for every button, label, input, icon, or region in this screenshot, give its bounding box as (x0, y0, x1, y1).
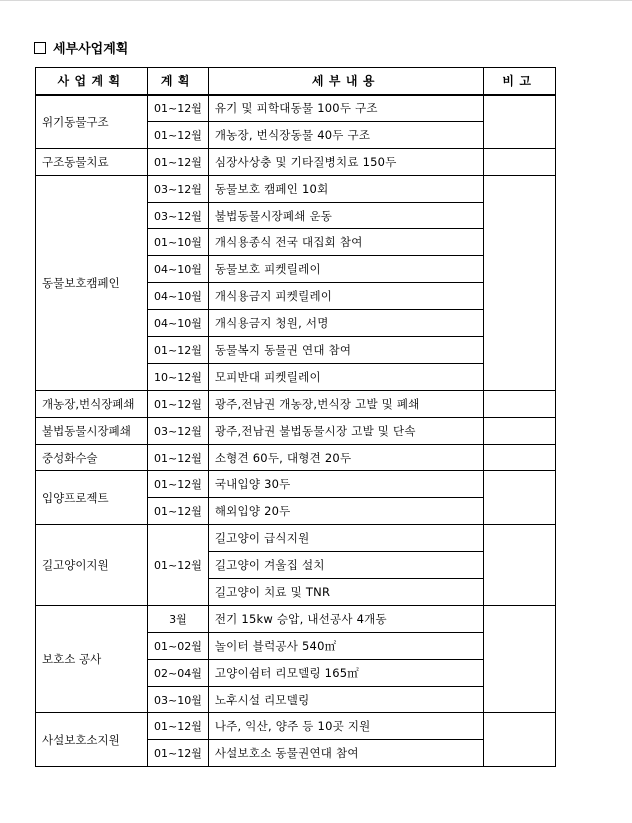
period-cell: 01~02월 (148, 632, 209, 659)
top-rule (0, 0, 632, 1)
note-cell (483, 471, 555, 525)
period-cell: 03~10월 (148, 686, 209, 713)
period-cell: 01~12월 (148, 498, 209, 525)
period-cell: 01~10월 (148, 229, 209, 256)
table-row (36, 390, 556, 417)
detail-cell: 개식용금지 피켓릴레이 (208, 283, 483, 310)
section-heading (34, 38, 128, 57)
detail-cell: 동물복지 동물권 연대 참여 (208, 337, 483, 364)
period-cell: 01~12월 (148, 713, 209, 740)
table-row (36, 417, 556, 444)
period-cell: 01~12월 (148, 444, 209, 471)
note-cell (483, 417, 555, 444)
section-heading-text: 세부사업계획 (53, 42, 129, 57)
detail-cell: 광주,전남권 불법동물시장 고발 및 단속 (208, 417, 483, 444)
detail-cell: 동물보호 피켓릴레이 (208, 256, 483, 283)
table-row (36, 444, 556, 471)
category-cell: 사설보호소지원 (36, 713, 148, 767)
period-cell: 01~12월 (148, 740, 209, 767)
detail-cell: 광주,전남권 개농장,번식장 고발 및 폐쇄 (208, 390, 483, 417)
detail-cell: 길고양이 치료 및 TNR (208, 579, 483, 606)
checkbox-square-icon (34, 42, 46, 54)
detail-cell: 불법동물시장폐쇄 운동 (208, 202, 483, 229)
table-row (36, 95, 556, 122)
header-detail: 세부내용 (208, 68, 483, 95)
note-cell (483, 713, 555, 767)
period-cell: 01~12월 (148, 390, 209, 417)
detail-cell: 길고양이 겨울집 설치 (208, 552, 483, 579)
category-cell: 개농장,번식장폐쇄 (36, 390, 148, 417)
period-cell: 03~12월 (148, 175, 209, 202)
period-cell: 01~12월 (148, 337, 209, 364)
category-cell: 길고양이지원 (36, 525, 148, 606)
note-cell (483, 95, 555, 149)
note-cell (483, 175, 555, 390)
detail-cell: 심장사상충 및 기타질병치료 150두 (208, 148, 483, 175)
header-note: 비고 (483, 68, 555, 95)
category-cell: 위기동물구조 (36, 95, 148, 149)
category-cell: 불법동물시장폐쇄 (36, 417, 148, 444)
period-cell: 02~04월 (148, 659, 209, 686)
detail-cell: 동물보호 캠페인 10회 (208, 175, 483, 202)
note-cell (483, 390, 555, 417)
detail-cell: 길고양이 급식지원 (208, 525, 483, 552)
detail-cell: 전기 15kw 승압, 내선공사 4개동 (208, 605, 483, 632)
detail-cell: 고양이쉼터 리모델링 165㎡ (208, 659, 483, 686)
detail-cell: 나주, 익산, 양주 등 10곳 지원 (208, 713, 483, 740)
period-cell: 01~12월 (148, 471, 209, 498)
detail-cell: 노후시설 리모델링 (208, 686, 483, 713)
detail-cell: 사설보호소 동물권연대 참여 (208, 740, 483, 767)
header-category: 사업계획 (36, 68, 148, 95)
category-cell: 구조동물치료 (36, 148, 148, 175)
table-row (36, 471, 556, 498)
period-cell: 04~10월 (148, 310, 209, 337)
period-cell: 01~12월 (148, 95, 209, 122)
period-cell: 10~12월 (148, 363, 209, 390)
category-cell: 동물보호캠페인 (36, 175, 148, 390)
note-cell (483, 148, 555, 175)
detail-cell: 국내입양 30두 (208, 471, 483, 498)
table-row (36, 175, 556, 202)
detail-cell: 개식용금지 청원, 서명 (208, 310, 483, 337)
period-cell: 01~12월 (148, 148, 209, 175)
category-cell: 보호소 공사 (36, 605, 148, 713)
period-cell: 3월 (148, 605, 209, 632)
period-cell: 03~12월 (148, 417, 209, 444)
detail-cell: 소형견 60두, 대형견 20두 (208, 444, 483, 471)
category-cell: 중성화수술 (36, 444, 148, 471)
table-row (36, 525, 556, 552)
note-cell (483, 444, 555, 471)
detail-cell: 유기 및 피학대동물 100두 구조 (208, 95, 483, 122)
detail-cell: 모피반대 피켓릴레이 (208, 363, 483, 390)
detail-cell: 개식용종식 전국 대집회 참여 (208, 229, 483, 256)
note-cell (483, 605, 555, 713)
detail-cell: 개농장, 번식장동물 40두 구조 (208, 121, 483, 148)
period-cell: 01~12월 (148, 525, 209, 606)
period-cell: 03~12월 (148, 202, 209, 229)
period-cell: 01~12월 (148, 121, 209, 148)
period-cell: 04~10월 (148, 256, 209, 283)
table-row (36, 713, 556, 740)
table-row (36, 605, 556, 632)
detail-cell: 해외입양 20두 (208, 498, 483, 525)
note-cell (483, 525, 555, 606)
detail-cell: 놀이터 블럭공사 540㎡ (208, 632, 483, 659)
period-cell: 04~10월 (148, 283, 209, 310)
category-cell: 입양프로젝트 (36, 471, 148, 525)
table-header-row (36, 68, 556, 95)
table-row (36, 148, 556, 175)
business-plan-table (35, 67, 556, 767)
header-period: 계획 (148, 68, 209, 95)
